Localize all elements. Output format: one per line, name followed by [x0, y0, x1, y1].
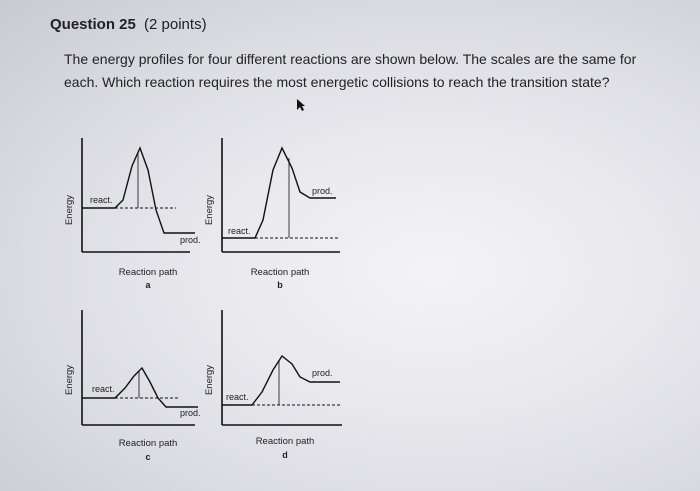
question-number: Question 25	[50, 16, 136, 33]
question-text: The energy profiles for four different reactions are shown below. The scales are the same for each. Which reaction requires the most energetic collisions to reach the transition state?	[64, 51, 637, 90]
panel-letter-c: c	[145, 452, 151, 462]
panel-letter-d: d	[282, 450, 288, 460]
ylabel-d: Energy	[204, 364, 215, 396]
energy-profile-b	[204, 138, 340, 290]
mouse-cursor-icon	[296, 98, 306, 112]
prod-label-c: prod.	[180, 408, 201, 418]
react-label-d: react.	[226, 392, 249, 402]
panel-letter-a: a	[145, 280, 151, 290]
panel-letter-b: b	[277, 280, 283, 290]
prod-label-d: prod.	[312, 368, 333, 378]
react-label-c: react.	[92, 384, 115, 394]
prod-label-a: prod.	[180, 235, 201, 245]
energy-profile-d	[204, 310, 342, 460]
energy-profile-c	[64, 310, 201, 462]
prod-label-b: prod.	[312, 186, 333, 196]
xlabel-c: Reaction path	[118, 438, 178, 449]
xlabel-b: Reaction path	[250, 267, 310, 278]
energy-profile-diagrams	[60, 130, 360, 470]
react-label-b: react.	[228, 226, 251, 236]
ylabel-b: Energy	[204, 194, 215, 226]
react-label-a: react.	[90, 195, 113, 205]
energy-profile-a	[64, 138, 201, 290]
question-header	[50, 16, 207, 33]
xlabel-a: Reaction path	[118, 267, 178, 278]
ylabel-c: Energy	[64, 364, 75, 396]
ylabel-a: Energy	[64, 194, 75, 226]
xlabel-d: Reaction path	[255, 436, 315, 447]
question-points: (2 points)	[144, 16, 207, 33]
